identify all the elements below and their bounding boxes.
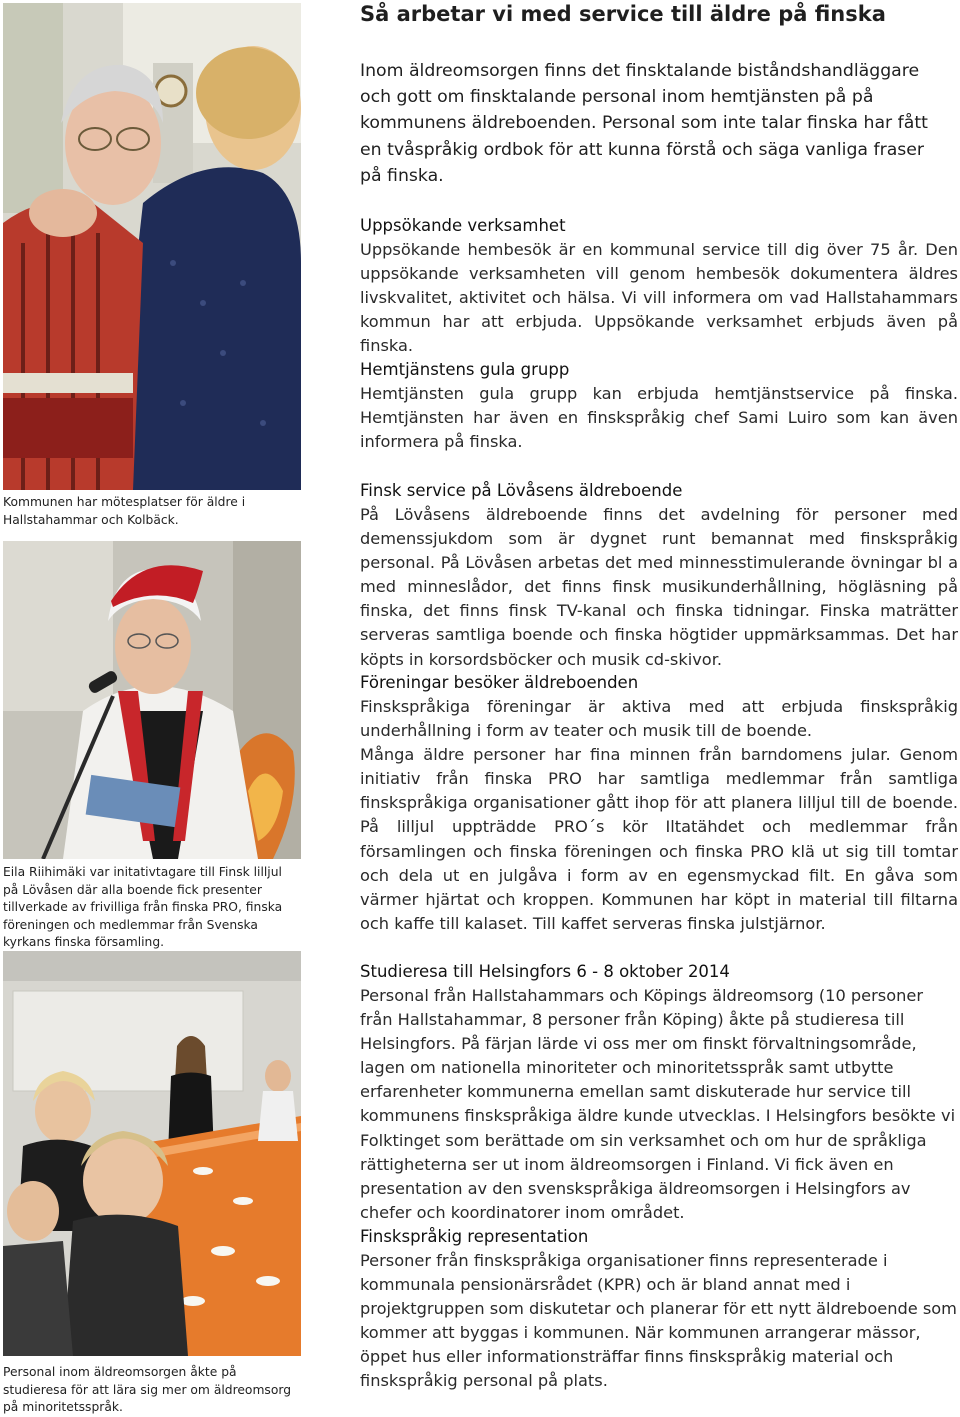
section-studieresa (360, 960, 958, 1225)
lead-paragraph: Inom äldreomsorgen finns det finsktalande biståndshandläggare och gott om finsktalande personal inom hemtjänsten på på kommunens äldreboenden. Personal som inte talar finska har fått en tvåspråkig ordbok för att kunna förstå och säga vanliga fraser på finska. (360, 61, 928, 186)
section-foreningar (360, 671, 958, 936)
section-text: Många äldre personer har fina minnen från barndomens jular. Genom initiativ från finska PRO har samtliga medlemmar från samtliga finskspråkiga organisationer gått ihop för att planera lilljul till de boende. På lilljul uppträdde PRO´s kör Iltatähdet och medlemmar från församlingen och finska föreningen och finska PRO klä ut sig till tomtar och dela ut en julgåva i form av en egensmyckad filt. En gåva som värmer hjärtat och kroppen. Kommunen har köpt in material till filtarna och kaffe till kalaset. Till kaffet serveras finska julstjärnor. (360, 745, 958, 933)
section-text: På Lövåsens äldreboende finns det avdelning för personer med demenssjukdom som är dygnet runt bemannat med finskspråkig personal. På Lövåsen arbetas det med minnesstimulerande övningar bl a med minneslådor, det finns finsk musikunderhållning, högläsning på finska, det finns finsk TV-kanal och finska tidningar. Finska maträtter serveras samtliga boende och finska högtider uppmärksammas. Det har köpts in korsordsböcker och musik cd-skivor. (360, 505, 958, 669)
section-representation (360, 1225, 958, 1394)
caption-3: Personal inom äldreomsorgen åkte på studieresa för att lära sig mer om äldreomsorg på minoritetsspråk. (3, 1365, 292, 1414)
section-heading: Hemtjänstens gula grupp (360, 360, 570, 379)
section-lovasen (360, 479, 958, 672)
section-gula-grupp (360, 358, 958, 454)
section-text: Personer från finskspråkiga organisationer finns representerade i kommunala pensionärsrådet (KPR) och är bland annat med i projektgruppen som diskutetar och planerar för ett nytt äldreboende som kommer att byggas i kommunen. När kommunen arrangerar mässor, öppet hus eller informationsträffar finns finskspråkig material och finskspråkig personal på plats. (360, 1251, 957, 1391)
section-text: Hemtjänsten gula grupp kan erbjuda hemtjänstservice på finska. Hemtjänsten har även en finskspråkig chef Sami Luiro som kan även informera på finska. (360, 384, 958, 452)
photo-dancing-elderly (3, 3, 301, 490)
caption-2: Eila Riihimäki var initativtagare till Finsk lilljul på Lövåsen där alla boende fick presenter tillverkade av frivilliga från finska PRO, finska föreningen och medlemmar från Svenska kyrkans finska församling. (3, 865, 283, 949)
photo-study-trip (3, 951, 301, 1356)
section-uppsokande (360, 214, 958, 358)
section-text: Uppsökande hembesök är en kommunal service till dig över 75 år. Den uppsökande verksamheten vill genom hembesök dokumentera äldres livskvalitet, aktivitet och hälsa. Vi vill informera om vad Hallstahammars kommun har att erbjuda. Uppsökande verksamhet erbjuds även på finska. (360, 240, 958, 356)
photo-lilljul-speaker (3, 541, 301, 859)
caption-1: Kommunen har mötesplatser för äldre i Hallstahammar och Kolbäck. (3, 495, 246, 527)
section-heading: Studieresa till Helsingfors 6 - 8 oktober 2014 (360, 962, 730, 981)
section-heading: Föreningar besöker äldreboenden (360, 673, 639, 692)
section-text: Personal från Hallstahammars och Köpings äldreomsorg (10 personer från Hallstahammar, 8 personer från Köping) åkte på studieresa till Helsingfors. På färjan lärde vi oss mer om finskt förvaltningsområde, lagen om nationella minoriteter och minoritetsspråk samt utbytte erfarenheter kommunerna emellan samt diskuterade hur service till kommunens finskspråkiga äldre kunde utvecklas. I Helsingfors besökte vi Folktinget som berättade om sin verksamhet och om hur de språkliga rättigheterna ser ut inom äldreomsorgen i Finland. Vi fick även en presentation av den svenskspråkiga äldreomsorgen i Helsingfors av chefer och koordinatorer inom området. (360, 986, 956, 1222)
section-heading: Finskspråkig representation (360, 1227, 589, 1246)
section-heading: Finsk service på Lövåsens äldreboende (360, 481, 683, 500)
section-text: Finskspråkiga föreningar är aktiva med att erbjuda finskspråkig underhållning i form av teater och musik till de boende. (360, 697, 958, 741)
page-title: Så arbetar vi med service till äldre på finska (360, 2, 886, 26)
section-heading: Uppsökande verksamhet (360, 216, 566, 235)
